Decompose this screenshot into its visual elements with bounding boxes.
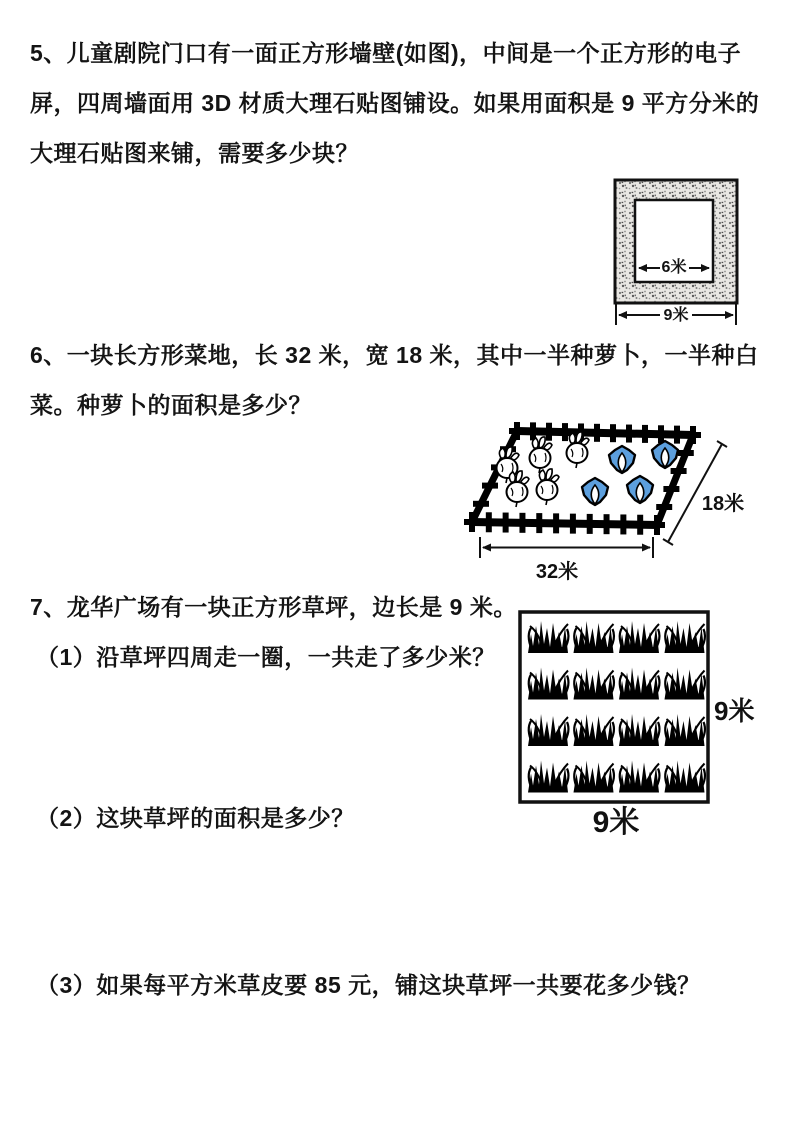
problem-7-sub-1: （1）沿草坪四周走一圈，一共走了多少米？ [36,644,496,670]
tick [717,441,727,447]
lawn-side-label-bottom: 9米 [592,806,640,839]
lawn-side-label-right: 9米 [714,696,755,726]
fence-rail-top [517,431,693,435]
lawn-figure [512,606,767,841]
tick [663,539,673,545]
garden-length-label: 32米 [535,561,579,583]
problem-7-sub-3: （3）如果每平方米草皮要 85 元，铺这块草坪一共要花多少钱？ [36,972,701,998]
problem-7-sub-2: （2）这块草坪的面积是多少？ [36,805,355,831]
garden-figure [450,415,760,585]
problem-5-text: 5、儿童剧院门口有一面正方形墙壁(如图)，中间是一个正方形的电子屏，四周墙面用 3D 材质大理石贴图铺设。如果用面积是 9 平方分米的大理石贴图来铺，需要多少块？ [30,40,760,166]
wall-inner-dimension-label: 6米 [661,259,687,276]
problem-6-text: 6、一块长方形菜地，长 32 米，宽 18 米，其中一半种萝卜，一半种白菜。种萝卜的面积是多少？ [30,342,759,418]
wall-figure [608,170,748,330]
garden-width-label: 18米 [701,493,745,515]
problem-7-text: 7、龙华广场有一块正方形草坪，边长是 9 米。 [30,594,517,620]
fence-rail-bottom [472,522,657,525]
wall-outer-dimension-label: 9米 [663,307,689,324]
